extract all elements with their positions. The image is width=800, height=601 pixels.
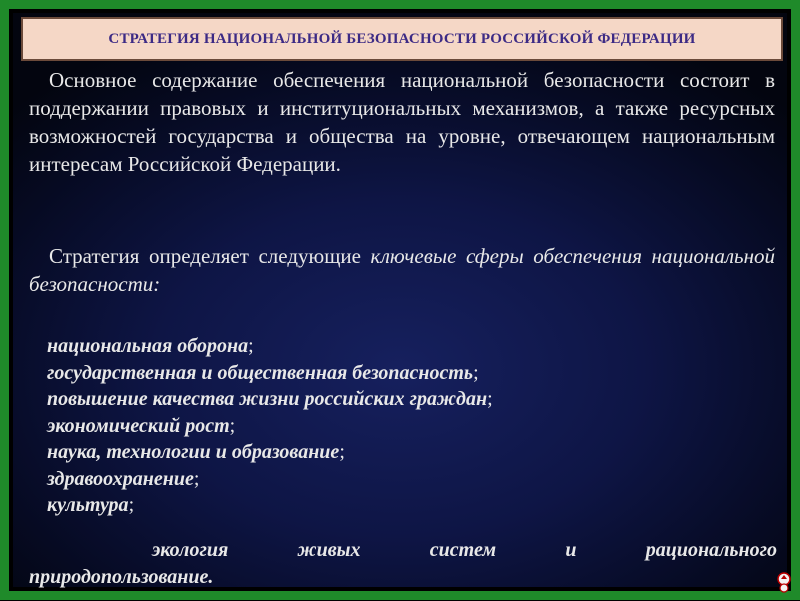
main-paragraph: Основное содержание обеспечения национальной безопасности состоит в поддержании правовых и институциональных механизмов, а также ресурсных возможностей государства и общества на уровне, отвечающем национальным интересам Российской Федерации. [29,68,775,176]
navigation-icon-graphic [775,571,793,593]
ecology-line-1: экология живых систем и рационального [152,539,777,561]
list-item: наука, технологии и образование; [47,441,345,463]
list-item: культура; [47,494,135,516]
title-banner [21,17,783,61]
slide-title: СТРАТЕГИЯ НАЦИОНАЛЬНОЙ БЕЗОПАСНОСТИ РОССИЙСКОЙ ФЕДЕРАЦИИ [108,30,696,47]
list-item: экономический рост; [47,414,236,437]
list-item: национальная оборона; [47,335,254,357]
list-item: здравоохранение; [47,467,200,490]
list-item: повышение качества жизни российских граждан; [47,388,493,410]
ecology-line-2: природопользование. [29,565,214,588]
navigation-icon[interactable] [774,571,794,595]
list-item: государственная и общественная безопасность; [47,361,479,384]
key-spheres-text: ключевые сферы обеспечения национальной безопасности: [29,244,775,296]
strategy-text: Стратегия определяет следующие [49,244,371,268]
key-spheres-list [47,333,777,519]
strategy-paragraph [29,242,775,298]
ecology-list-item [29,537,777,590]
